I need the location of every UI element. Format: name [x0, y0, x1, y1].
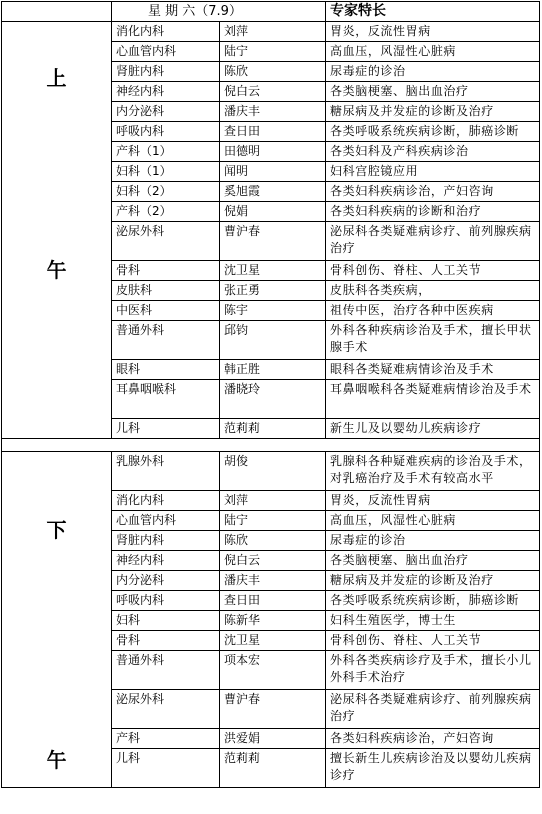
- specialty-cell: 新生儿及以婴幼儿疾病诊疗: [326, 419, 540, 439]
- dept-cell: 妇科（2）: [112, 182, 220, 202]
- doctor-cell: 潘庆丰: [220, 571, 326, 591]
- specialty-cell: 乳腺科各种疑难疾病的诊治及手术，对乳癌治疗及手术有较高水平: [326, 452, 540, 491]
- dept-cell: 皮肤科: [112, 281, 220, 301]
- doctor-cell: 查日田: [220, 591, 326, 611]
- specialty-cell: 外科各类疾病诊疗及手术，擅长小儿外科手术治疗: [326, 651, 540, 690]
- specialty-cell: 各类妇科疾病诊治，产妇咨询: [326, 182, 540, 202]
- doctor-cell: 曹沪春: [220, 222, 326, 261]
- afternoon-row: [2, 452, 540, 491]
- doctor-cell: 倪白云: [220, 551, 326, 571]
- dept-cell: 神经内科: [112, 82, 220, 102]
- dept-cell: 普通外科: [112, 651, 220, 690]
- specialty-cell: 祖传中医，治疗各种中医疾病: [326, 301, 540, 321]
- doctor-cell: 潘庆丰: [220, 102, 326, 122]
- doctor-cell: 韩正胜: [220, 360, 326, 380]
- doctor-cell: 张正勇: [220, 281, 326, 301]
- afternoon-period-cell: [2, 452, 112, 788]
- doctor-cell: 陆宁: [220, 42, 326, 62]
- dept-cell: 泌尿外科: [112, 222, 220, 261]
- specialty-cell: 各类呼吸系统疾病诊断，肺癌诊断: [326, 591, 540, 611]
- specialty-cell: 耳鼻咽喉科各类疑难病情诊治及手术: [326, 380, 540, 419]
- dept-cell: 耳鼻咽喉科: [112, 380, 220, 419]
- doctor-cell: 沈卫星: [220, 261, 326, 281]
- doctor-cell: 倪白云: [220, 82, 326, 102]
- specialty-cell: 尿毒症的诊治: [326, 531, 540, 551]
- doctor-cell: 闻明: [220, 162, 326, 182]
- dept-cell: 眼科: [112, 360, 220, 380]
- specialty-cell: 皮肤科各类疾病，: [326, 281, 540, 301]
- dept-cell: 产科（2）: [112, 202, 220, 222]
- doctor-cell: 曹沪春: [220, 690, 326, 729]
- doctor-cell: 查日田: [220, 122, 326, 142]
- dept-cell: 泌尿外科: [112, 690, 220, 729]
- dept-cell: 儿科: [112, 749, 220, 788]
- dept-cell: 产科（1）: [112, 142, 220, 162]
- specialty-cell: 各类脑梗塞、脑出血治疗: [326, 551, 540, 571]
- dept-cell: 肾脏内科: [112, 531, 220, 551]
- schedule-table: [1, 1, 540, 788]
- specialty-header: 专家特长: [326, 2, 540, 22]
- specialty-cell: 各类妇科疾病的诊断和治疗: [326, 202, 540, 222]
- afternoon-label-bottom: 午: [46, 748, 67, 772]
- doctor-cell: 沈卫星: [220, 631, 326, 651]
- doctor-cell: 邱钧: [220, 321, 326, 360]
- specialty-cell: 糖尿病及并发症的诊断及治疗: [326, 102, 540, 122]
- doctor-cell: 胡俊: [220, 452, 326, 491]
- morning-label-bottom: 午: [46, 258, 67, 282]
- doctor-cell: 陈欣: [220, 531, 326, 551]
- dept-cell: 神经内科: [112, 551, 220, 571]
- specialty-cell: 各类妇科疾病诊治，产妇咨询: [326, 729, 540, 749]
- specialty-cell: 高血压，风湿性心脏病: [326, 42, 540, 62]
- dept-cell: 中医科: [112, 301, 220, 321]
- doctor-cell: 陈新华: [220, 611, 326, 631]
- morning-label-top: 上: [46, 66, 67, 90]
- dept-cell: 消化内科: [112, 22, 220, 42]
- dept-cell: 呼吸内科: [112, 122, 220, 142]
- specialty-cell: 妇科生殖医学，博士生: [326, 611, 540, 631]
- specialty-cell: 各类妇科及产科疾病诊治: [326, 142, 540, 162]
- doctor-cell: 陈欣: [220, 62, 326, 82]
- morning-period-cell: [2, 22, 112, 439]
- specialty-cell: 骨科创伤、脊柱、人工关节: [326, 631, 540, 651]
- doctor-cell: 范莉莉: [220, 419, 326, 439]
- doctor-cell: 倪娟: [220, 202, 326, 222]
- doctor-cell: 项本宏: [220, 651, 326, 690]
- specialty-cell: 妇科宫腔镜应用: [326, 162, 540, 182]
- dept-cell: 普通外科: [112, 321, 220, 360]
- dept-cell: 产科: [112, 729, 220, 749]
- dept-cell: 妇科（1）: [112, 162, 220, 182]
- doctor-cell: 范莉莉: [220, 749, 326, 788]
- specialty-cell: 各类呼吸系统疾病诊断，肺癌诊断: [326, 122, 540, 142]
- specialty-cell: 尿毒症的诊治: [326, 62, 540, 82]
- doctor-cell: 陈宇: [220, 301, 326, 321]
- morning-row: [2, 22, 540, 42]
- dept-cell: 心血管内科: [112, 511, 220, 531]
- afternoon-label-top: 下: [46, 518, 67, 542]
- dept-cell: 骨科: [112, 631, 220, 651]
- doctor-cell: 刘萍: [220, 491, 326, 511]
- specialty-cell: 高血压，风湿性心脏病: [326, 511, 540, 531]
- specialty-cell: 骨科创伤、脊柱、人工关节: [326, 261, 540, 281]
- dept-cell: 心血管内科: [112, 42, 220, 62]
- specialty-cell: 各类脑梗塞、脑出血治疗: [326, 82, 540, 102]
- dept-cell: 呼吸内科: [112, 591, 220, 611]
- dept-cell: 内分泌科: [112, 571, 220, 591]
- day-header: 星 期 六（7.9）: [112, 2, 326, 22]
- dept-cell: 乳腺外科: [112, 452, 220, 491]
- specialty-cell: 胃炎，反流性胃病: [326, 491, 540, 511]
- specialty-cell: 泌尿科各类疑难病诊疗、前列腺疾病治疗: [326, 222, 540, 261]
- section-gap: [2, 439, 540, 452]
- dept-cell: 内分泌科: [112, 102, 220, 122]
- dept-cell: 肾脏内科: [112, 62, 220, 82]
- specialty-cell: 糖尿病及并发症的诊断及治疗: [326, 571, 540, 591]
- doctor-cell: 田德明: [220, 142, 326, 162]
- header-row: [2, 2, 540, 22]
- specialty-cell: 胃炎，反流性胃病: [326, 22, 540, 42]
- dept-cell: 儿科: [112, 419, 220, 439]
- dept-cell: 骨科: [112, 261, 220, 281]
- doctor-cell: 奚旭霞: [220, 182, 326, 202]
- doctor-cell: 潘晓玲: [220, 380, 326, 419]
- specialty-cell: 泌尿科各类疑难病诊疗、前列腺疾病治疗: [326, 690, 540, 729]
- doctor-cell: 陆宁: [220, 511, 326, 531]
- doctor-cell: 刘萍: [220, 22, 326, 42]
- doctor-cell: 洪爱娟: [220, 729, 326, 749]
- dept-cell: 消化内科: [112, 491, 220, 511]
- specialty-cell: 外科各种疾病诊治及手术，擅长甲状腺手术: [326, 321, 540, 360]
- section-gap-row: [2, 439, 540, 452]
- header-corner: [2, 2, 112, 22]
- specialty-cell: 擅长新生儿疾病诊治及以婴幼儿疾病诊疗: [326, 749, 540, 788]
- dept-cell: 妇科: [112, 611, 220, 631]
- specialty-cell: 眼科各类疑难病情诊治及手术: [326, 360, 540, 380]
